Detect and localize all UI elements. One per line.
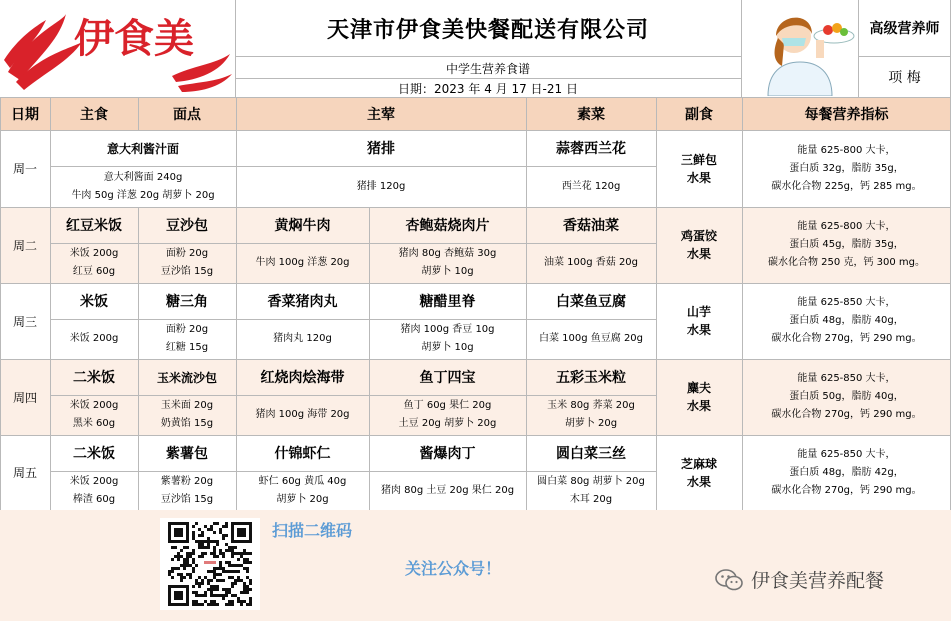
col-pastry: 面点	[173, 107, 201, 123]
dish-meat: 香菜猪肉丸	[267, 294, 338, 310]
company-logo	[2, 2, 234, 94]
wechat-account-name: 伊食美营养配餐	[751, 570, 885, 592]
nutrition-info: 能量 625-850 大卡， 蛋白质 48g，脂肪 40g， 碳水化合物 270g，钙 290 mg。	[771, 297, 922, 344]
dish-meat: 什锦虾仁	[274, 446, 331, 462]
pastry-ingredients: 面粉 20g 红糖 15g	[165, 324, 209, 353]
staple-ingredients: 米饭 200g	[69, 333, 119, 344]
staple-ingredients: 米饭 200g 红豆 60g	[69, 248, 119, 277]
dish-staple: 红豆米饭	[66, 218, 122, 234]
dish-pastry: 紫薯包	[166, 446, 208, 462]
dish-meat-2: 酱爆肉丁	[419, 446, 476, 462]
wechat-icon	[715, 568, 743, 592]
wechat-account[interactable]	[715, 566, 884, 593]
day-label: 周四	[12, 390, 37, 405]
pastry-ingredients: 玉米面 20g 奶黄馅 15g	[160, 400, 214, 429]
meat-2-ingredients: 猪肉 80g 杏鲍菇 30g 胡萝卜 10g	[398, 248, 497, 277]
dish-meat-2: 杏鲍菇烧肉片	[405, 218, 490, 234]
dish-veg: 五彩玉米粒	[556, 370, 626, 386]
dish-meat: 红烧肉烩海带	[260, 370, 345, 386]
company-name: 天津市伊食美快餐配送有限公司	[326, 17, 649, 43]
dish-pastry: 糖三角	[166, 294, 208, 310]
day-label: 周二	[12, 238, 37, 253]
scan-qr-text: 扫描二维码	[272, 521, 353, 540]
dish-meat: 猪排	[367, 141, 395, 157]
veg-ingredients: 玉米 80g 荞菜 20g 胡萝卜 20g	[547, 400, 635, 429]
dish-staple: 二米饭	[73, 446, 115, 462]
dish-staple: 米饭	[80, 294, 108, 310]
dish-veg: 蒜蓉西兰花	[556, 141, 626, 157]
meat-ingredients: 猪肉 100g 海带 20g	[255, 409, 350, 420]
nutrition-info: 能量 625-850 大卡， 蛋白质 48g，脂肪 42g， 碳水化合物 270g，钙 290 mg。	[771, 448, 922, 496]
meat-ingredients: 猪排 120g	[356, 180, 406, 192]
veg-ingredients: 西兰花 120g	[561, 180, 621, 192]
dish-pastry: 豆沙包	[166, 218, 208, 234]
staple-ingredients: 意大利酱面 240g 牛肉 50g 洋葱 20g 胡萝卜 20g	[71, 171, 215, 201]
meat-2-ingredients: 鱼丁 60g 果仁 20g 土豆 20g 胡萝卜 20g	[398, 400, 497, 429]
staple-ingredients: 米饭 200g 黑米 60g	[69, 400, 119, 429]
side-dish: 芝麻球 水果	[680, 456, 717, 489]
veg-ingredients: 白菜 100g 鱼豆腐 20g	[538, 333, 644, 344]
side-dish: 山芋 水果	[686, 305, 711, 337]
dish-meat: 黄焖牛肉	[274, 218, 331, 234]
logo-text: 伊食美	[74, 15, 194, 62]
meat-2-ingredients: 猪肉 100g 香豆 10g 胡萝卜 10g	[400, 324, 495, 353]
col-nutrition: 每餐营养指标	[804, 107, 889, 123]
dish-veg: 圆白菜三丝	[556, 446, 626, 462]
nutrition-info: 能量 625-800 大卡， 蛋白质 45g，脂肪 35g， 碳水化合物 250 克，钙 300 mg。	[768, 221, 925, 268]
dish-meat-2: 糖醋里脊	[419, 294, 476, 310]
menu-subtitle: 中学生营养食谱	[445, 61, 530, 76]
side-dish: 鸡蛋饺 水果	[680, 229, 717, 261]
nutritionist-title: 高级营养师	[869, 21, 940, 37]
meat-2-ingredients: 猪肉 80g 土豆 20g 果仁 20g	[380, 484, 515, 496]
veg-ingredients: 圆白菜 80g 胡萝卜 20g 木耳 20g	[537, 475, 645, 505]
nutrition-info: 能量 625-850 大卡， 蛋白质 50g，脂肪 40g， 碳水化合物 270g，钙 290 mg。	[771, 373, 922, 420]
meat-ingredients: 猪肉丸 120g	[273, 333, 332, 344]
dish-pastry: 玉米流沙包	[156, 370, 217, 385]
pastry-ingredients: 紫薯粉 20g 豆沙馅 15g	[160, 475, 214, 505]
follow-account-text: 关注公众号！	[405, 559, 502, 578]
qr-code[interactable]	[160, 518, 260, 610]
day-label: 周一	[12, 162, 37, 176]
dish-veg: 香菇油菜	[563, 218, 619, 234]
nutritionist-name: 项 梅	[888, 70, 921, 86]
pastry-ingredients: 面粉 20g 豆沙馅 15g	[160, 248, 214, 277]
col-date: 日期	[11, 107, 39, 123]
veg-ingredients: 油菜 100g 香菇 20g	[543, 257, 639, 268]
date-range: 日期：2023 年 4 月 17 日-21 日	[398, 81, 578, 96]
meat-ingredients: 牛肉 100g 洋葱 20g	[255, 257, 350, 268]
dish-meat-2: 鱼丁四宝	[419, 370, 476, 386]
dish-veg: 白菜鱼豆腐	[556, 294, 626, 310]
nutrition-info: 能量 625-800 大卡， 蛋白质 32g，脂肪 35g， 碳水化合物 225g，钙 285 mg。	[771, 144, 922, 192]
col-staple: 主食	[80, 107, 108, 123]
col-side: 副食	[685, 107, 713, 123]
meat-ingredients: 虾仁 60g 黄瓜 40g 胡萝卜 20g	[258, 475, 347, 505]
nutritionist-illustration	[742, 0, 858, 96]
dish-staple: 二米饭	[73, 370, 115, 386]
day-label: 周三	[12, 314, 37, 329]
col-veg: 素菜	[577, 107, 605, 123]
day-label: 周五	[12, 466, 37, 480]
side-dish: 三鲜包 水果	[680, 152, 717, 185]
staple-ingredients: 米饭 200g 棒渣 60g	[69, 475, 119, 505]
dish-staple: 意大利酱汁面	[106, 141, 179, 156]
side-dish: 麋夫 水果	[686, 381, 711, 413]
col-meat: 主荤	[367, 107, 395, 123]
